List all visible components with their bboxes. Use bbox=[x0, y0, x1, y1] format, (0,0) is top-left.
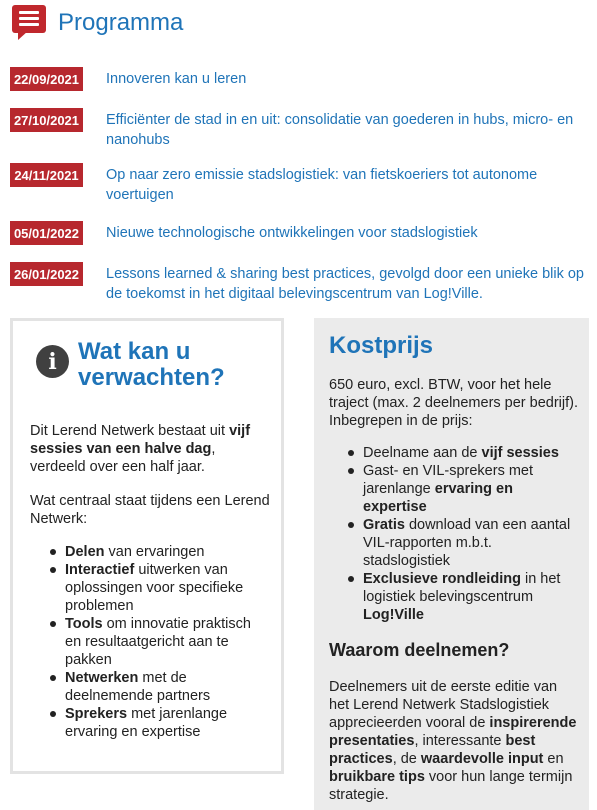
verwachten-central: Wat centraal staat tijdens een Lerend Netwerk: bbox=[30, 493, 270, 527]
list-item: Sprekers met jarenlange ervaring en expertise bbox=[46, 705, 271, 741]
verwachten-list bbox=[46, 543, 271, 741]
list-item: Deelname aan de vijf sessies bbox=[344, 444, 574, 462]
kostprijs-intro: 650 euro, excl. BTW, voor het hele traject (max. 2 deelnemers per bedrijf). Inbegrepen in de prijs: bbox=[329, 377, 579, 429]
verwachten-title: Wat kan u verwachten? bbox=[78, 338, 225, 391]
info-icon: i bbox=[36, 345, 69, 378]
programma-title: Programma bbox=[58, 9, 184, 36]
list-item: Tools om innovatie praktisch en resultaatgericht aan te pakken bbox=[46, 615, 271, 669]
date-badge: 24/11/2021 bbox=[10, 163, 83, 187]
session-link[interactable]: Lessons learned & sharing best practices, gevolgd door een unieke blik op de toekomst in het digitaal belevingscentrum van Log!Ville. bbox=[106, 266, 584, 302]
list-item: Interactief uitwerken van oplossingen voor specifieke problemen bbox=[46, 561, 271, 615]
session-link[interactable]: Efficiënter de stad in en uit: consolidatie van goederen in hubs, micro- en nanohubs bbox=[106, 112, 574, 148]
programma-header bbox=[12, 5, 183, 41]
list-item: Exclusieve rondleiding in het logistiek belevingscentrum Log!Ville bbox=[344, 570, 574, 624]
waarom-text: Deelnemers uit de eerste editie van het Lerend Netwerk Stadslogistiek apprecieerden vooral de inspirerende presentaties, interessante best practices, de waardevolle input en bruikbare tips voor hun lange termijn strategie. bbox=[329, 679, 577, 803]
list-item: Netwerken met de deelnemende partners bbox=[46, 669, 271, 705]
speech-bubble-list-icon bbox=[12, 5, 48, 41]
session-link[interactable]: Op naar zero emissie stadslogistiek: van fietskoeriers tot autonome voertuigen bbox=[106, 167, 538, 203]
session-link[interactable]: Innoveren kan u leren bbox=[106, 71, 247, 87]
date-badge: 27/10/2021 bbox=[10, 108, 83, 132]
kostprijs-title: Kostprijs bbox=[329, 332, 434, 359]
kostprijs-list bbox=[344, 444, 574, 624]
kostprijs-box bbox=[314, 318, 589, 810]
session-link[interactable]: Nieuwe technologische ontwikkelingen voor stadslogistiek bbox=[106, 225, 478, 241]
date-badge: 05/01/2022 bbox=[10, 221, 83, 245]
list-item: Gratis download van een aantal VIL-rapporten m.b.t. stadslogistiek bbox=[344, 516, 574, 570]
verwachten-box bbox=[10, 318, 284, 774]
list-item: Delen van ervaringen bbox=[46, 543, 271, 561]
date-badge: 26/01/2022 bbox=[10, 262, 83, 286]
waarom-title: Waarom deelnemen? bbox=[329, 640, 510, 660]
list-item: Gast- en VIL-sprekers met jarenlange ervaring en expertise bbox=[344, 462, 574, 516]
verwachten-intro: Dit Lerend Netwerk bestaat uit vijf sessies van een halve dag, verdeeld over een half jaar. bbox=[30, 423, 251, 475]
date-badge: 22/09/2021 bbox=[10, 67, 83, 91]
